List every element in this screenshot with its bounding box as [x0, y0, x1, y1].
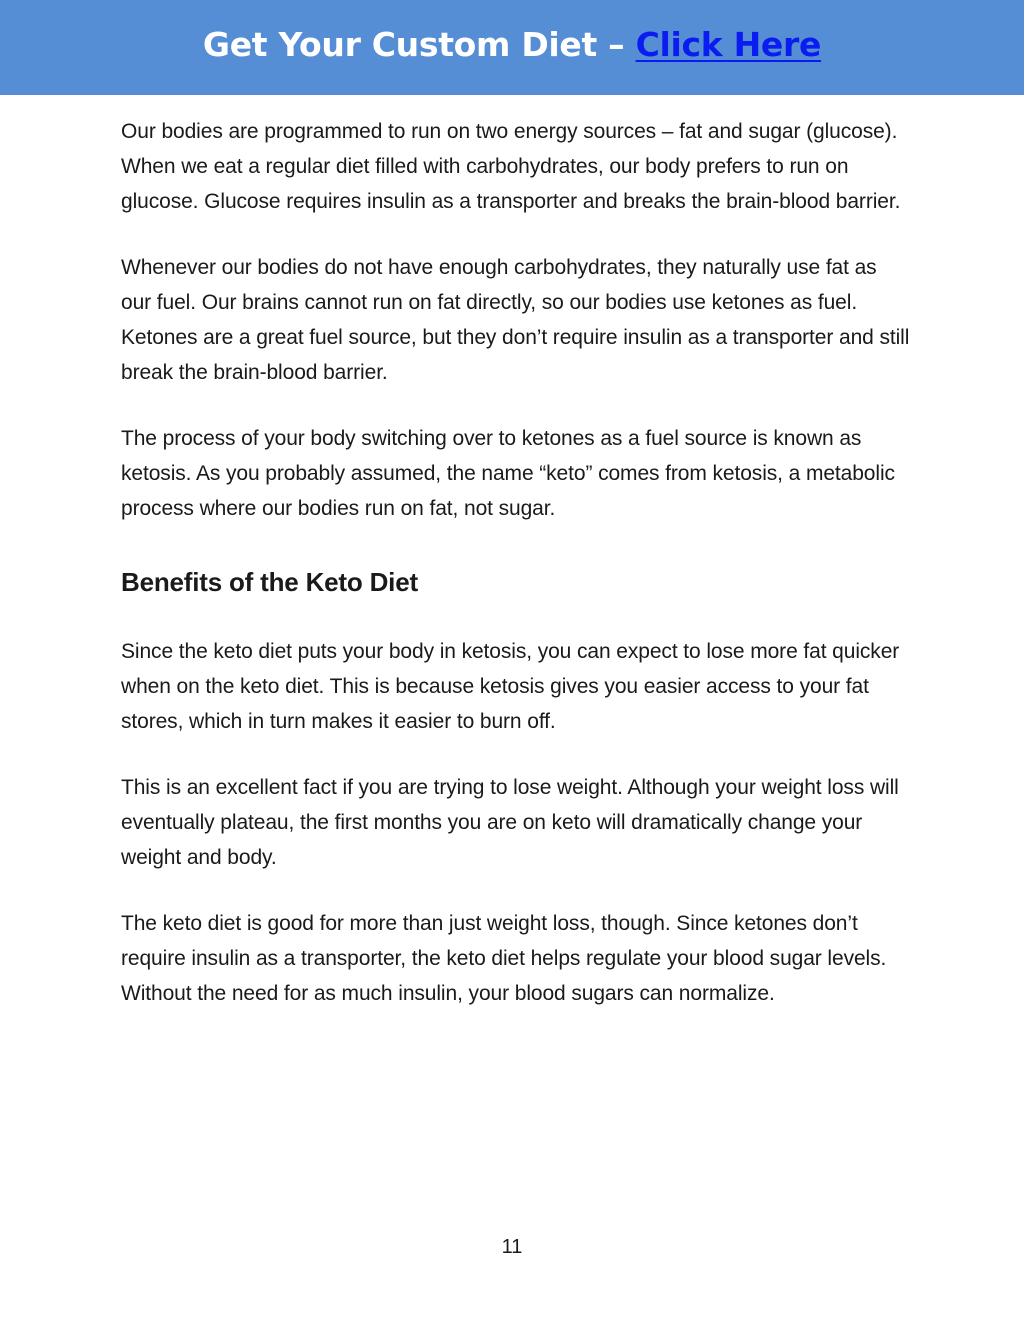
promo-banner: [0, 0, 1024, 95]
paragraph: Since the keto diet puts your body in ketosis, you can expect to lose more fat quicker when on the keto diet. This is because ketosis gives you easier access to your fat stores, which in turn makes it easier to burn off.: [121, 640, 900, 733]
paragraph: Whenever our bodies do not have enough carbohydrates, they naturally use fat as our fuel. Our brains cannot run on fat directly, so our bodies use ketones as fuel. Ketones are a great fuel source, but they don’t require insulin as a transporter and still break the brain-blood barrier.: [121, 256, 910, 384]
page-content: [121, 114, 911, 1011]
banner-title: [203, 25, 821, 64]
page-number: 11: [501, 1236, 523, 1258]
paragraph: The keto diet is good for more than just weight loss, though. Since ketones don’t require insulin as a transporter, the keto diet helps regulate your blood sugar levels. Without the need for as much insulin, your blood sugars can normalize.: [121, 912, 887, 1005]
section-heading: Benefits of the Keto Diet: [121, 567, 418, 597]
click-here-link[interactable]: Click Here: [635, 25, 822, 64]
paragraph: This is an excellent fact if you are trying to lose weight. Although your weight loss will eventually plateau, the first months you are on keto will dramatically change your weight and body.: [121, 776, 899, 869]
banner-text: Get Your Custom Diet –: [202, 25, 636, 64]
paragraph: Our bodies are programmed to run on two energy sources – fat and sugar (glucose). When we eat a regular diet filled with carbohydrates, our body prefers to run on glucose. Glucose requires insulin as a transporter and breaks the brain-blood barrier.: [121, 120, 901, 213]
paragraph: The process of your body switching over to ketones as a fuel source is known as ketosis. As you probably assumed, the name “keto” comes from ketosis, a metabolic process where our bodies run on fat, not sugar.: [121, 427, 895, 520]
